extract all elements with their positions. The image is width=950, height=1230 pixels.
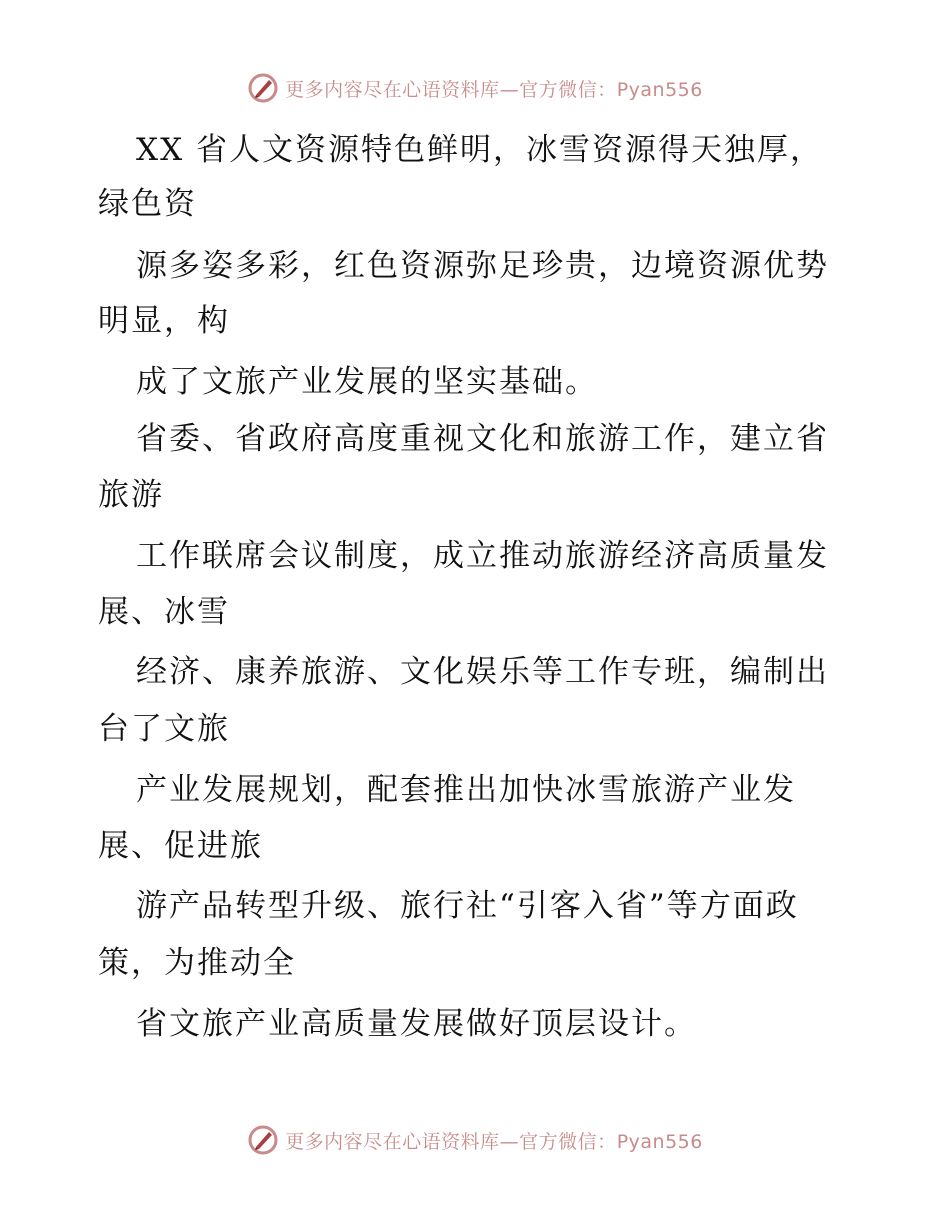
text-line: 展、冰雪 — [98, 594, 230, 630]
text-line: 明显，构 — [98, 303, 230, 339]
text-line: XX 省人文资源特色鲜明，冰雪资源得天独厚， — [136, 132, 823, 168]
text-line: 台了文旅 — [98, 711, 230, 747]
watermark-wechat-label: 官方微信： — [519, 1130, 617, 1153]
text-line: 省文旅产业高质量发展做好顶层设计。 — [136, 1006, 697, 1042]
watermark-wechat-label: 官方微信： — [519, 78, 617, 101]
watermark-wechat-id: Pyan556 — [616, 78, 703, 101]
watermark-dash: — — [499, 78, 520, 101]
text-line: 工作联席会议制度，成立推动旅游经济高质量发 — [136, 538, 829, 574]
text-line: 产业发展规划，配套推出加快冰雪旅游产业发 — [136, 772, 796, 808]
footer-watermark — [0, 1124, 950, 1156]
text-line: 成了文旅产业发展的坚实基础。 — [136, 364, 598, 400]
watermark-wechat-id: Pyan556 — [616, 1130, 703, 1153]
text-line: 源多姿多彩，红色资源弥足珍贵，边境资源优势 — [136, 248, 829, 284]
text-line: 绿色资 — [98, 186, 197, 222]
watermark-dash: — — [499, 1130, 520, 1153]
header-watermark — [0, 72, 950, 104]
text-line: 经济、康养旅游、文化娱乐等工作专班，编制出 — [136, 654, 829, 690]
text-line: 旅游 — [98, 477, 164, 513]
watermark-main-text: 更多内容尽在心语资料库 — [285, 1130, 500, 1153]
pen-circle-logo-icon — [247, 1124, 279, 1156]
text-line: 省委、省政府高度重视文化和旅游工作，建立省 — [136, 421, 829, 457]
watermark-main-text: 更多内容尽在心语资料库 — [285, 78, 500, 101]
text-line: 游产品转型升级、旅行社“引客入省”等方面政 — [136, 888, 799, 924]
text-line: 展、促进旅 — [98, 828, 263, 864]
pen-circle-logo-icon — [247, 72, 279, 104]
text-line: 策，为推动全 — [98, 945, 296, 981]
